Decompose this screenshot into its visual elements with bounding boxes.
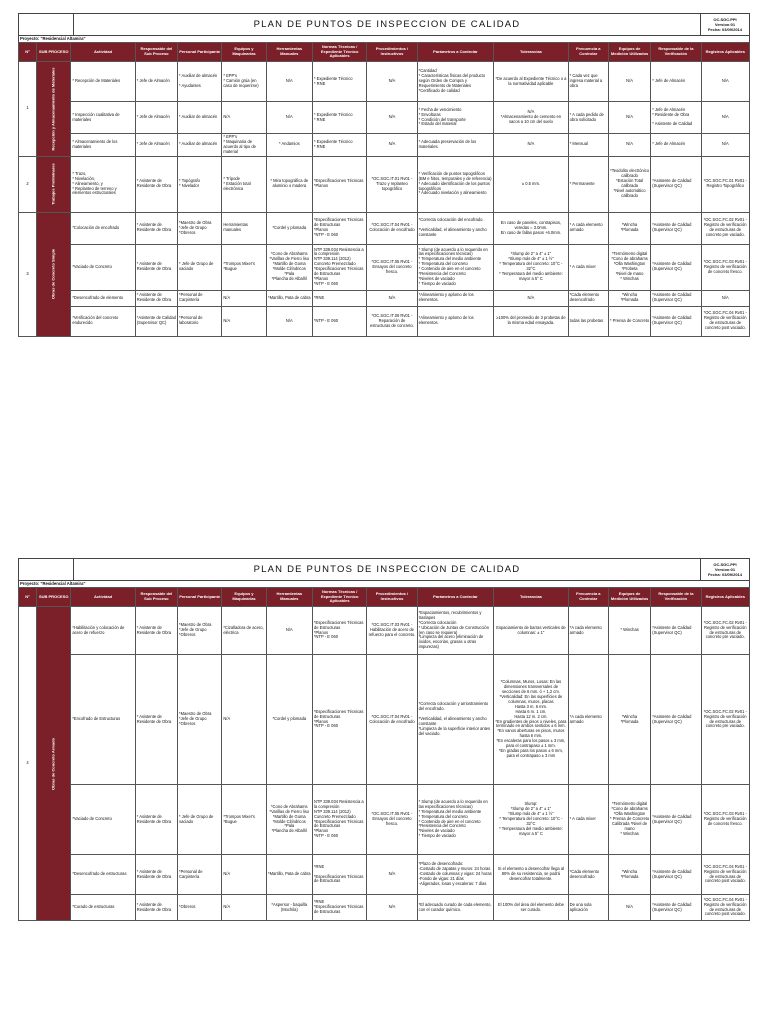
cell-reg: *OC.SGC.FC.04 Rv01 - Registro de verificación de estructuras de concreto post vaciado. — [701, 895, 749, 921]
cell-equip: * EPP's * Maquinaria de acuerdo al tipo de material — [222, 134, 266, 157]
cell-resp: * Jefe de Almacén — [135, 102, 177, 134]
cell-resp: *Asistente de Calidad (Supervisor QC) — [135, 306, 177, 336]
cell-proc: *OC.SGC.IT.04 Rv01 - Colocación de encofrado — [367, 212, 417, 244]
column-header: Normas Técnicas / Expediente Técnico Aplicables — [312, 43, 366, 62]
cell-equip: N/A — [222, 855, 266, 895]
cell-reg: *OC.SGC.FC.02 Rv01 - Registro de verificación de estructuras de concreto pre vaciado. — [701, 212, 749, 244]
cell-verif: *Asistente de Calidad (Supervisor QC) — [651, 655, 701, 785]
table-row — [19, 306, 750, 336]
cell-norm: *RNE *Especificaciones Técnicas de Estructuras — [312, 895, 366, 921]
cell-param: *Espaciamientos, recubrimientos y traslapes *Correcta colocación * Ubicación de Juntas de Construcción (en caso se requiera) *Limpieza del acero (eliminación de óxidos, escorias, grasas u otras impurezas) — [417, 607, 494, 655]
cell-herr: N/A — [266, 62, 312, 102]
cell-med: N/A — [608, 134, 650, 157]
sub-process-cell — [37, 156, 71, 212]
column-header: SUB PROCESO — [37, 43, 71, 62]
doc-date: Fecha: 03/09/2014 — [707, 27, 743, 32]
cell-equip: Herramientas manuales — [222, 212, 266, 244]
cell-norm: *NTP - E 060 — [312, 306, 366, 336]
cell-act: *Vaciado de Concreto — [71, 244, 135, 290]
cell-tol: N/A — [494, 134, 569, 157]
cell-tol: Si el elemento a desencofrar llega al 80% de su resistencia, se podrá desencofrar totalmente. — [494, 855, 569, 895]
table-row — [19, 855, 750, 895]
column-header-row — [19, 43, 750, 62]
sub-process-label: Trabajos Preliminares — [50, 163, 56, 205]
sub-process-cell — [37, 607, 71, 921]
cell-verif: *Asistente de Calidad (Supervisor QC) — [651, 156, 701, 212]
cell-herr: * Mira topográfica de aluminio o madera — [266, 156, 312, 212]
cell-verif: * Jefe de Almacén — [651, 62, 701, 102]
table-row — [19, 244, 750, 290]
column-header: Parámetros a Controlar — [417, 43, 494, 62]
cell-med: N/A — [608, 102, 650, 134]
document-title: PLAN DE PUNTOS DE INSPECCION DE CALIDAD — [74, 14, 701, 35]
cell-reg: N/A — [701, 62, 749, 102]
cell-param: *Correcta colocación del encofrado. *Verticalidad, el alineamiento y ancho constante — [417, 212, 494, 244]
table-row — [19, 895, 750, 921]
cell-resp: * Asistente de Residente de Obra — [135, 607, 177, 655]
cell-resp: * Asistente de Residente de Obra — [135, 655, 177, 785]
column-header: Personal Participante — [178, 588, 222, 607]
cell-reg: N/A — [701, 102, 749, 134]
column-header: N° — [19, 588, 37, 607]
document-header — [18, 558, 750, 581]
cell-pers: * Topógrafo * Nivelador — [178, 156, 222, 212]
table-row — [19, 655, 750, 785]
cell-med: *Wincha *Plomada — [608, 855, 650, 895]
cell-tol: Espaciamiento de barras verticales de columnas: ± 1" — [494, 607, 569, 655]
cell-resp: * Asistente de Residente de Obra — [135, 855, 177, 895]
column-header: Equipos de Medición Utilizados — [608, 43, 650, 62]
cell-norm: *Especificaciones Técnicas de Estructuras *Planos *NTP - E 060 — [312, 655, 366, 785]
cell-act: *Desencofrado de estructuras — [71, 855, 135, 895]
cell-proc: N/A — [367, 855, 417, 895]
cell-herr: N/A — [266, 607, 312, 655]
cell-frec: todas las probetas — [568, 306, 608, 336]
cell-proc: *OC.SGC.IT.05 Rv01 - Ensayos del concreto fresco. — [367, 244, 417, 290]
cell-med: *Wincha *Plomada — [608, 290, 650, 306]
column-header: Responsable del Sub Proceso — [135, 43, 177, 62]
cell-act: *Desencofrado de elemento — [71, 290, 135, 306]
cell-resp: * Jefe de Almacén — [135, 134, 177, 157]
column-header: Frecuencia a Controlar — [568, 588, 608, 607]
cell-pers: * Jefe de Grupo de vaciado — [178, 244, 222, 290]
sub-process-label: Obras de Concreto Armado — [50, 737, 56, 790]
cell-verif: *Asistente de Calidad (Supervisor QC) — [651, 607, 701, 655]
cell-resp: * Jefe de Almacén — [135, 62, 177, 102]
cell-proc: *OC.SGC.IT.03 Rv01 - Habilitación de acero de refuerzo para el concreto. — [367, 607, 417, 655]
cell-pers: *Obreros — [178, 895, 222, 921]
cell-reg: *OC.SGC.FC.04 Rv01 - Registro de verificación de estructuras de concreto post vaciado. — [701, 855, 749, 895]
cell-param: *El adecuado curado de cada elemento, con el curador químico. — [417, 895, 494, 921]
column-header: Responsable de la Verificación — [651, 588, 701, 607]
cell-herr: *Cordel y plomada — [266, 655, 312, 785]
cell-herr: N/A — [266, 306, 312, 336]
cell-equip: *Cizalladora de acero, eléctrica — [222, 607, 266, 655]
document-meta — [701, 559, 749, 580]
group-number: 2 — [19, 156, 37, 212]
cell-frec: *Cada elemento desencofrado — [568, 855, 608, 895]
cell-proc: *OC.SGC.IT.06 Rv01 - Reparación de estructuras de concreto. — [367, 306, 417, 336]
cell-reg: *OC.SGC.FC.03 Rv01 - Registro de verificación de concreto fresco. — [701, 244, 749, 290]
inspection-table — [18, 42, 750, 337]
cell-med: * Winchas — [608, 607, 650, 655]
cell-param: *Alineamiento y aplomo de los elementos. — [417, 306, 494, 336]
cell-verif: * Jefe de Almacén — [651, 134, 701, 157]
cell-med: *Termómetro digital *Cono de abrahams *Olla Washington *Probeta *Nivel de mano * Winchas — [608, 244, 650, 290]
cell-verif: * Jefe de Almacén * Residente de Obra * Asistente de Calidad — [651, 102, 701, 134]
sub-process-label: Recepción y Almacenamiento de Materiales — [50, 67, 56, 151]
cell-herr: *Cordel y plomada — [266, 212, 312, 244]
column-header: Herramientas Manuales — [266, 43, 312, 62]
doc-version: Version:01 — [714, 567, 736, 572]
column-header: Tolerancias — [494, 43, 569, 62]
cell-tol: En caso de paneles, contrapisos, veredas = 3.0mm. En caso de fallas pasos +6.0mm. — [494, 212, 569, 244]
cell-reg: *OC.SGC.FC.02 Rv01 - Registro de verificación de estructuras de concreto pre vaciado. — [701, 607, 749, 655]
cell-resp: * Asistente de Residente de Obra — [135, 156, 177, 212]
cell-frec: * Permanente — [568, 156, 608, 212]
group-number: 3 — [19, 212, 37, 336]
cell-tol: ± 0.5 mm. — [494, 156, 569, 212]
cell-frec: * A cada mixer — [568, 785, 608, 855]
cell-act: *Colocación de encofrado — [71, 212, 135, 244]
column-header: Equipos y Maquinarias — [222, 43, 266, 62]
cell-frec: * A cada pedido de obra solicitado — [568, 102, 608, 134]
column-header-row — [19, 588, 750, 607]
cell-param: * Fecha de vencimiento * Envolturas * Condición del transporte * Estado del material — [417, 102, 494, 134]
cell-pers: *Personal de Carpintería — [178, 855, 222, 895]
column-header: SUB PROCESO — [37, 588, 71, 607]
column-header: N° — [19, 43, 37, 62]
project-label: Proyecto: "Residencial Altamira" — [18, 36, 750, 42]
cell-equip: N/A — [222, 895, 266, 921]
doc-code: OC.SGC.PPI — [713, 17, 737, 22]
sub-process-cell — [37, 212, 71, 336]
column-header: Normas Técnicas / Expediente Técnico Aplicables — [312, 588, 366, 607]
cell-norm: *Especificaciones Técnicas *Planos — [312, 156, 366, 212]
document-meta — [701, 14, 749, 35]
cell-verif: *Asistente de Calidad (Supervisor QC) — [651, 244, 701, 290]
cell-frec: * A cada mixer — [568, 244, 608, 290]
column-header: Responsable del Sub Proceso — [135, 588, 177, 607]
column-header: Actividad — [71, 43, 135, 62]
cell-reg: *OC.SGC.FC.04 Rv01 - Registro de verificación de estructuras de concreto post vaciado. — [701, 306, 749, 336]
cell-herr: *Martillo, Pata de cabra — [266, 290, 312, 306]
cell-equip: N/A — [222, 655, 266, 785]
column-header: Actividad — [71, 588, 135, 607]
table-row — [19, 134, 750, 157]
cell-param: * Adecuada preservación de los materiales. — [417, 134, 494, 157]
table-row — [19, 212, 750, 244]
cell-herr: *Martillo, Pata de cabra — [266, 855, 312, 895]
cell-frec: * Cada vez que ingresa material a obra — [568, 62, 608, 102]
column-header: Procedimientos / Instructivos — [367, 43, 417, 62]
cell-med: *Teodolito electrónico calibrado *Estación Total calibrada *Nivel automático calibrado — [608, 156, 650, 212]
cell-pers: * Auxiliar de almacén — [178, 102, 222, 134]
cell-herr: *Aspersor - baquilla (Mochila) — [266, 895, 312, 921]
table-row — [19, 607, 750, 655]
doc-version: Version:01 — [714, 22, 736, 27]
cell-equip: N/A — [222, 306, 266, 336]
cell-pers: *Personal de laboratorio — [178, 306, 222, 336]
cell-norm: * Expediente Técnico * RNE — [312, 134, 366, 157]
cell-proc: N/A — [367, 102, 417, 134]
cell-med: *Wincha *Plomada — [608, 655, 650, 785]
cell-tol: N/A *Almacenamiento de cemento en sacos a 10 cm del suelo — [494, 102, 569, 134]
cell-pers: *Personal de Carpintería — [178, 290, 222, 306]
document-header — [18, 13, 750, 36]
cell-resp: * Asistente de Residente de Obra — [135, 895, 177, 921]
cell-equip: * Trípode * Estación total electrónica — [222, 156, 266, 212]
cell-act: *Habilitación y colocación de acero de refuerzo — [71, 607, 135, 655]
cell-param: *Alineamiento y aplomo de los elementos. — [417, 290, 494, 306]
cell-param: *Plazo de desencofrado: -Costado de zapatas y muros: 24 horas -Costado de columnas y vigas: 24 horas -Fondo de vigas: 21 días -Aligerados, losas y escaleras: 7 días — [417, 855, 494, 895]
cell-verif: *Asistente de Calidad (Supervisor QC) — [651, 290, 701, 306]
document-title: PLAN DE PUNTOS DE INSPECCION DE CALIDAD — [74, 559, 701, 580]
cell-tol: El 100% del área del elemento debe ser curado. — [494, 895, 569, 921]
cell-frec: * Mensual — [568, 134, 608, 157]
cell-proc: N/A — [367, 290, 417, 306]
cell-med: N/A — [608, 62, 650, 102]
column-header: Herramientas Manuales — [266, 588, 312, 607]
company-logo — [19, 559, 74, 580]
cell-verif: *Asistente de Calidad (Supervisor QC) — [651, 212, 701, 244]
project-label: Proyecto: "Residencial Altamira" — [18, 581, 750, 587]
cell-proc: *OC.SGC.IT.01 Rv01 - Trazo y replanteo topográfico — [367, 156, 417, 212]
column-header: Registros Aplicables — [701, 43, 749, 62]
cell-med: *Termómetro digital *Cono de abrahams *Olla Washington * Prensa de Concreto Calibrada *Nivel de mano * Winchas — [608, 785, 650, 855]
cell-tol: ≥100% del promedio de 3 probetas de la misma edad ensayada. — [494, 306, 569, 336]
cell-param: * Slump (de acuerdo a lo requerido en las especificaciones técnicas) * Temperatura del medio ambiente * Temperatura del concreto * Contenido de aire en el concreto *Resistencia del Concreto *Niveles de vaciado * Tiempo de vaciado — [417, 785, 494, 855]
cell-pers: *Maestro de Obra *Jefe de Grupo *Obreros — [178, 212, 222, 244]
cell-norm: NTP 339.034 Resistencia a la compresión NTP 339.114 (2012) Concreto Premezclado *Especificaciones Técnicas de Estructuras *Planos *NTP - E 060 — [312, 244, 366, 290]
cell-act: * Inspección cualitativa de materiales — [71, 102, 135, 134]
cell-pers: * Auxiliar de almacén * Ayudantes — [178, 62, 222, 102]
cell-act: *Curado de estructuras — [71, 895, 135, 921]
inspection-table — [18, 587, 750, 921]
cell-frec: De una sola aplicación — [568, 895, 608, 921]
cell-reg: N/A — [701, 290, 749, 306]
table-row — [19, 156, 750, 212]
cell-act: *Verificación del concreto endurecido — [71, 306, 135, 336]
cell-med: *Wincha *Plomada — [608, 212, 650, 244]
cell-resp: * Asistente de Residente de Obra — [135, 212, 177, 244]
cell-norm: *RNE — [312, 290, 366, 306]
cell-herr: *Cono de Abrahams *Varillas de Fierro liso *Martillo de Goma *Molde Cilíndricos *Pala *Plancha de Albañil — [266, 785, 312, 855]
doc-code: OC.SGC.PPI — [713, 562, 737, 567]
cell-norm: *RNE *Especificaciones Técnicas de Estructuras — [312, 855, 366, 895]
cell-pers: * Auxiliar de almacén — [178, 134, 222, 157]
cell-frec: *A cada elemento armado — [568, 655, 608, 785]
cell-param: *Cantidad * Características físicas del producto según Orden de Compra y Requerimiento de Materiales *Certificado de calidad — [417, 62, 494, 102]
column-header: Responsable de la Verificación — [651, 43, 701, 62]
cell-equip: *Trompos Mixer's *Bugue — [222, 244, 266, 290]
column-header: Personal Participante — [178, 43, 222, 62]
cell-verif: *Asistente de Calidad (Supervisor QC) — [651, 785, 701, 855]
table-row — [19, 290, 750, 306]
cell-param: * Slump (de acuerdo a lo requerido en las especificaciones técnicas) * Temperatura del medio ambiente * Temperatura del concreto * Contenido de aire en el concreto *Resistencia del Concreto *Niveles de vaciado * Tiempo de vaciado — [417, 244, 494, 290]
cell-resp: * Asistente de Residente de Obra — [135, 290, 177, 306]
cell-herr: N/A — [266, 102, 312, 134]
cell-med: * Prensa de Concreto — [608, 306, 650, 336]
cell-equip: N/A — [222, 102, 266, 134]
cell-resp: * Asistente de Residente de Obra — [135, 785, 177, 855]
doc-date: Fecha: 03/09/2014 — [707, 572, 743, 577]
table-row — [19, 102, 750, 134]
column-header: Frecuencia a Controlar — [568, 43, 608, 62]
cell-pers: *Maestro de Obra *Jefe de Grupo *Obreros — [178, 607, 222, 655]
cell-tol: N/A — [494, 290, 569, 306]
cell-herr: * Andamios — [266, 134, 312, 157]
cell-act: * Almacenamiento de los materiales — [71, 134, 135, 157]
cell-reg: *OC.SGC.FC.03 Rv01 - Registro de verificación de concreto fresco. — [701, 785, 749, 855]
table-row — [19, 62, 750, 102]
cell-pers: *Maestro de Obra *Jefe de Grupo *Obreros — [178, 655, 222, 785]
page-two — [18, 558, 750, 921]
cell-reg: N/A — [701, 134, 749, 157]
cell-frec: * A cada elemento armado — [568, 212, 608, 244]
cell-act: *Vaciado de Concreto — [71, 785, 135, 855]
cell-norm: *Especificaciones Técnicas de Estructuras *Planos *NTP - E 060 — [312, 212, 366, 244]
cell-verif: *Asistente de Calidad (Supervisor QC) — [651, 855, 701, 895]
cell-norm: * Expediente Técnico * RNE — [312, 102, 366, 134]
group-number: 1 — [19, 62, 37, 157]
cell-proc: *OC.SGC.IT.04 Rv01 - Colocación de encofrado — [367, 655, 417, 785]
cell-proc: N/A — [367, 895, 417, 921]
column-header: Equipos y Maquinarias — [222, 588, 266, 607]
cell-reg: *OC.SGC.FC.02 Rv01 - Registro de verificación de estructuras de concreto pre vaciado. — [701, 655, 749, 785]
cell-tol: *Slump de 2" a 4" ± 1" *Slump más de 4" ± 1 ½" * Temperatura del concreto: 10°C - 32°C * Temperatura del medio ambiente: mayor a 5° C — [494, 244, 569, 290]
column-header: Procedimientos / Instructivos — [367, 588, 417, 607]
cell-frec: *Cada elemento desencofrado — [568, 290, 608, 306]
page-one — [18, 13, 750, 337]
cell-pers: * Jefe de Grupo de vaciado — [178, 785, 222, 855]
cell-resp: * Asistente de Residente de Obra — [135, 244, 177, 290]
cell-med: N/A — [608, 895, 650, 921]
cell-tol: Slump: *Slump de 2" a 4" ± 1" *Slump más de 4" ± 1 ½" * Temperatura del concreto: 10°C - 32°C * Temperatura del medio ambiente: mayor a 5° C — [494, 785, 569, 855]
table-row — [19, 785, 750, 855]
cell-param: *Correcta colocación y arriostramiento del encofrado. *Verticalidad, el alineamiento y ancho constante *Limpieza de la superficie interior antes del vaciado. — [417, 655, 494, 785]
cell-norm: * Expediente Técnico * RNE — [312, 62, 366, 102]
group-number: 4 — [19, 607, 37, 921]
cell-param: * Verificación de puntos topográficos (BM e hitos, temporales y de referencia) * Adecuado identificación de los puntos topográficos * Adecuado nivelación y alineamiento — [417, 156, 494, 212]
cell-proc: N/A — [367, 62, 417, 102]
cell-reg: *OC.SGC.FC.01 Rv01 - Registro Topográfico — [701, 156, 749, 212]
cell-equip: * EPP's * Camión grúa (en caso de requerirse) — [222, 62, 266, 102]
column-header: Tolerancias — [494, 588, 569, 607]
company-logo — [19, 14, 74, 35]
cell-tol: *Columnas, Muros, Losas: En las dimensiones transversales de secciones de 6 mm. ó + 1,2 cm. *Verticalidad: En las superficies de columnas, muros, placas Hasta 3 m. 6 mm. Hasta 6 m. 1 cm. Hasta 12 m. 2 cm. *En gradientes de pisos o niveles, para terminado en ambos sentidos ± 6 mm. *En vanos aberturas en pisos, muros hasta 6 mm. *En escaleras para los pasos ± 3 mm, para el contrapaso ± 1 mm. *En gradas para los pasos ± 6 mm, para el contrapaso ± 3 mm — [494, 655, 569, 785]
cell-act: * Recepción de Materiales — [71, 62, 135, 102]
cell-tol: *De acuerdo al Expediente Técnico o a la normatividad aplicable — [494, 62, 569, 102]
cell-frec: *A cada elemento armado — [568, 607, 608, 655]
cell-proc: *OC.SGC.IT.05 Rv01 - Ensayos del concreto fresco. — [367, 785, 417, 855]
column-header: Parámetros a Controlar — [417, 588, 494, 607]
cell-equip: N/A — [222, 290, 266, 306]
sub-process-label: Obras de Concreto Simple — [50, 249, 56, 300]
cell-norm: NTP 339.034 Resistencia a la compresión NTP 339.114 (2012) Concreto Premezclado *Especificaciones Técnicas de Estructuras *Planos *NTP - E 060 — [312, 785, 366, 855]
sub-process-cell — [37, 62, 71, 157]
cell-proc: N/A — [367, 134, 417, 157]
cell-act: * Trazo, * Nivelación, * Alineamiento, y * Replanteo de terreno y elementos estructurales — [71, 156, 135, 212]
column-header: Equipos de Medición Utilizados — [608, 588, 650, 607]
cell-verif: *Asistente de Calidad (Supervisor QC) — [651, 306, 701, 336]
cell-verif: *Asistente de Calidad (Supervisor QC) — [651, 895, 701, 921]
cell-herr: *Cono de Abrahams *Varillas de Fierro liso *Martillo de Goma *Molde Cilíndricos *Pala *Plancha de Albañil — [266, 244, 312, 290]
cell-act: *Encofrado de Estructuras — [71, 655, 135, 785]
column-header: Registros Aplicables — [701, 588, 749, 607]
cell-norm: *Especificaciones Técnicas de Estructuras *Planos *NTP - E 060 — [312, 607, 366, 655]
cell-equip: *Trompos Mixer's *Bugue — [222, 785, 266, 855]
